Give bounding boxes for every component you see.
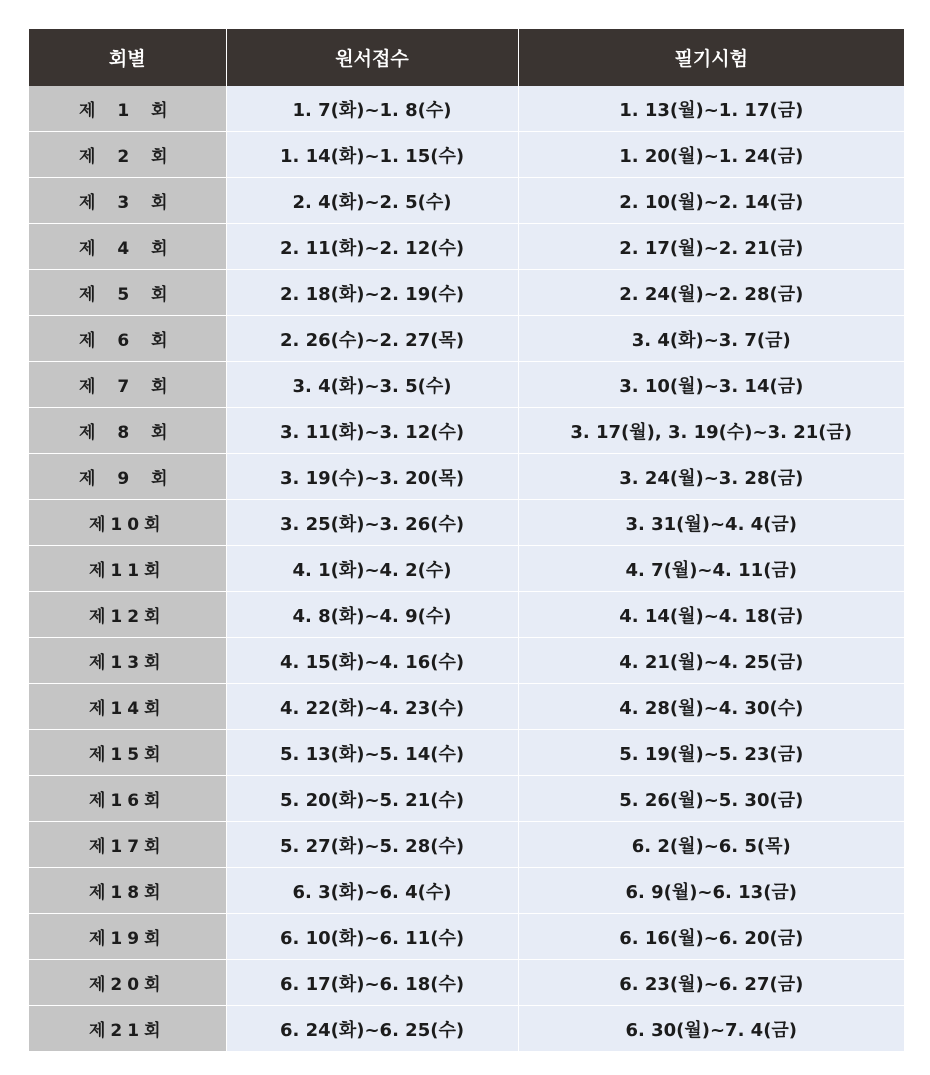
application-period-cell: 4. 22(화)~4. 23(수) [226,684,518,730]
table-row [29,776,904,822]
table-row [29,868,904,914]
round-cell: 제16회 [29,776,226,822]
application-period-cell: 2. 11(화)~2. 12(수) [226,224,518,270]
exam-schedule-table [29,29,904,1052]
round-cell: 제12회 [29,592,226,638]
table-row [29,270,904,316]
round-cell: 제15회 [29,730,226,776]
exam-period-cell: 6. 30(월)~7. 4(금) [518,1006,904,1052]
application-period-cell: 5. 20(화)~5. 21(수) [226,776,518,822]
column-header-round: 회별 [29,29,226,86]
application-period-cell: 3. 25(화)~3. 26(수) [226,500,518,546]
round-cell: 제14회 [29,684,226,730]
round-cell: 제17회 [29,822,226,868]
round-cell: 제13회 [29,638,226,684]
application-period-cell: 4. 1(화)~4. 2(수) [226,546,518,592]
application-period-cell: 2. 18(화)~2. 19(수) [226,270,518,316]
table-row [29,684,904,730]
table-body [29,86,904,1052]
table-row [29,408,904,454]
exam-period-cell: 3. 17(월), 3. 19(수)~3. 21(금) [518,408,904,454]
application-period-cell: 6. 17(화)~6. 18(수) [226,960,518,1006]
application-period-cell: 2. 26(수)~2. 27(목) [226,316,518,362]
table-row [29,730,904,776]
table-header [29,29,904,86]
application-period-cell: 3. 11(화)~3. 12(수) [226,408,518,454]
exam-period-cell: 5. 19(월)~5. 23(금) [518,730,904,776]
exam-period-cell: 1. 13(월)~1. 17(금) [518,86,904,132]
column-header-exam: 필기시험 [518,29,904,86]
column-header-application: 원서접수 [226,29,518,86]
round-cell: 제 4 회 [29,224,226,270]
exam-period-cell: 3. 10(월)~3. 14(금) [518,362,904,408]
round-cell: 제 6 회 [29,316,226,362]
round-cell: 제19회 [29,914,226,960]
table-row [29,638,904,684]
table-row [29,178,904,224]
round-cell: 제 8 회 [29,408,226,454]
exam-period-cell: 6. 16(월)~6. 20(금) [518,914,904,960]
round-cell: 제20회 [29,960,226,1006]
exam-period-cell: 4. 7(월)~4. 11(금) [518,546,904,592]
exam-period-cell: 6. 2(월)~6. 5(목) [518,822,904,868]
application-period-cell: 6. 3(화)~6. 4(수) [226,868,518,914]
round-cell: 제 7 회 [29,362,226,408]
application-period-cell: 6. 24(화)~6. 25(수) [226,1006,518,1052]
table-row [29,500,904,546]
exam-period-cell: 6. 9(월)~6. 13(금) [518,868,904,914]
table-row [29,546,904,592]
table-row [29,316,904,362]
table-row [29,1006,904,1052]
exam-period-cell: 4. 21(월)~4. 25(금) [518,638,904,684]
exam-period-cell: 6. 23(월)~6. 27(금) [518,960,904,1006]
round-cell: 제 1 회 [29,86,226,132]
exam-period-cell: 5. 26(월)~5. 30(금) [518,776,904,822]
table-row [29,362,904,408]
application-period-cell: 4. 15(화)~4. 16(수) [226,638,518,684]
table-row [29,224,904,270]
exam-period-cell: 2. 10(월)~2. 14(금) [518,178,904,224]
round-cell: 제 9 회 [29,454,226,500]
table-row [29,454,904,500]
table-row [29,592,904,638]
application-period-cell: 5. 13(화)~5. 14(수) [226,730,518,776]
exam-period-cell: 2. 17(월)~2. 21(금) [518,224,904,270]
round-cell: 제 3 회 [29,178,226,224]
application-period-cell: 1. 14(화)~1. 15(수) [226,132,518,178]
application-period-cell: 1. 7(화)~1. 8(수) [226,86,518,132]
application-period-cell: 4. 8(화)~4. 9(수) [226,592,518,638]
table-row [29,86,904,132]
round-cell: 제 2 회 [29,132,226,178]
exam-period-cell: 4. 14(월)~4. 18(금) [518,592,904,638]
table-row [29,132,904,178]
round-cell: 제 5 회 [29,270,226,316]
round-cell: 제11회 [29,546,226,592]
round-cell: 제10회 [29,500,226,546]
exam-period-cell: 4. 28(월)~4. 30(수) [518,684,904,730]
application-period-cell: 3. 19(수)~3. 20(목) [226,454,518,500]
application-period-cell: 5. 27(화)~5. 28(수) [226,822,518,868]
exam-period-cell: 3. 4(화)~3. 7(금) [518,316,904,362]
exam-period-cell: 3. 31(월)~4. 4(금) [518,500,904,546]
header-row [29,29,904,86]
table-row [29,960,904,1006]
exam-period-cell: 3. 24(월)~3. 28(금) [518,454,904,500]
table-row [29,822,904,868]
exam-period-cell: 1. 20(월)~1. 24(금) [518,132,904,178]
application-period-cell: 3. 4(화)~3. 5(수) [226,362,518,408]
exam-period-cell: 2. 24(월)~2. 28(금) [518,270,904,316]
round-cell: 제21회 [29,1006,226,1052]
table-row [29,914,904,960]
application-period-cell: 2. 4(화)~2. 5(수) [226,178,518,224]
application-period-cell: 6. 10(화)~6. 11(수) [226,914,518,960]
round-cell: 제18회 [29,868,226,914]
